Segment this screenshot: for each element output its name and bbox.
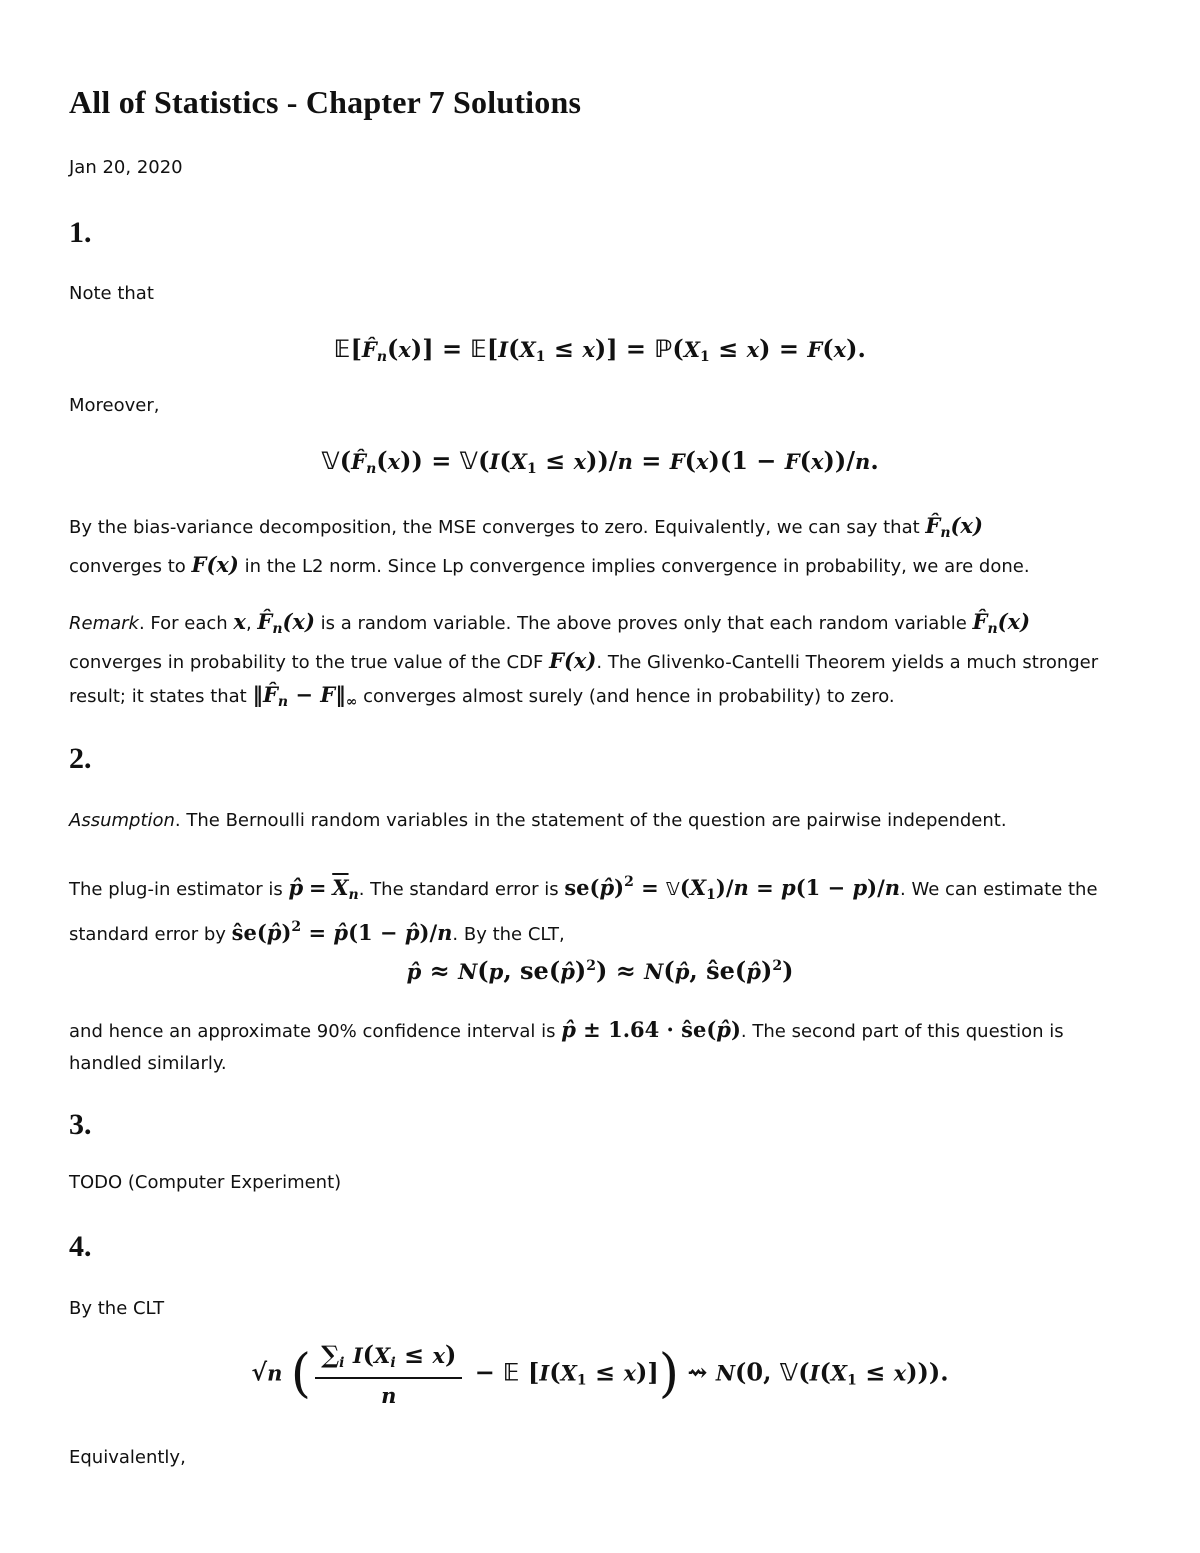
paragraph-plug-in-estimator: The plug-in estimator is p̂ = $\overline{X}_n$. The standard error is se(p̂)$^2$ = $𝕍(X_1)/n = p(1 - p)/n$. We can estimate the standard error by ŝe(p̂)$^2$ = p̂(1 − p̂)/n. By the CLT,	[69, 874, 1098, 945]
section-2-heading: 2.	[69, 742, 92, 775]
paragraph-bias-variance: By the bias-variance decomposition, the MSE converges to zero. Equivalently, we can say that $F̂_n(x)$ converges to F(x) in the L2 norm. Since Lp convergence implies convergence in probability, we are done.	[69, 513, 1030, 577]
todo-text: TODO (Computer Experiment)	[69, 1172, 342, 1193]
equation-expectation: $𝔼[F̂_n(x)]$ = $𝔼[I(X_1 \le x)]$ = $ℙ(X_1 \le x) = F(x)$.	[334, 334, 866, 365]
moreover-text: Moreover,	[69, 395, 160, 416]
equation-variance: $𝕍(F̂_n(x))$ = $𝕍(I(X_1 \le x))/n = F(x)(1 - F(x))/n$.	[321, 446, 879, 477]
section-1-heading: 1.	[69, 216, 92, 249]
equation-clt-limit: √n ( $\frac{\sum_i I(X_i \le x)}{n}$ − 𝔼 $[I(X_1 \le x)]$) ⇝ N(0, $𝕍(I(X_1 \le x))$).	[251, 1340, 949, 1408]
section-3-heading: 3.	[69, 1108, 92, 1141]
paragraph-confidence-interval: and hence an approximate 90% confidence interval is p̂ ± 1.64 · ŝe(p̂). The second part of this question is handled similarly.	[69, 1017, 1064, 1074]
equivalently-text: Equivalently,	[69, 1447, 186, 1468]
by-clt-text: By the CLT	[69, 1298, 165, 1319]
paragraph-assumption: Assumption. The Bernoulli random variables in the statement of the question are pairwise independent.	[69, 810, 1007, 831]
note-that-text: Note that	[69, 283, 154, 304]
section-4-heading: 4.	[69, 1230, 92, 1263]
post-date: Jan 20, 2020	[69, 157, 183, 178]
equation-clt-approximation: p̂ ≈ N(p, se(p̂)$^2$) ≈ N(p̂, ŝe(p̂)$^2$)	[406, 956, 794, 985]
paragraph-remark: Remark. For each x, $F̂_n(x)$ is a random variable. The above proves only that each random variable $F̂_n(x)$ converges in probability to the true value of the CDF F(x). The Glivenko-Cantelli Theorem yields a much stronger result; it states that $‖F̂_n$ − $F‖_\infty$ converges almost surely (and hence in probability) to zero.	[69, 609, 1099, 710]
page-title: All of Statistics - Chapter 7 Solutions	[69, 84, 582, 120]
